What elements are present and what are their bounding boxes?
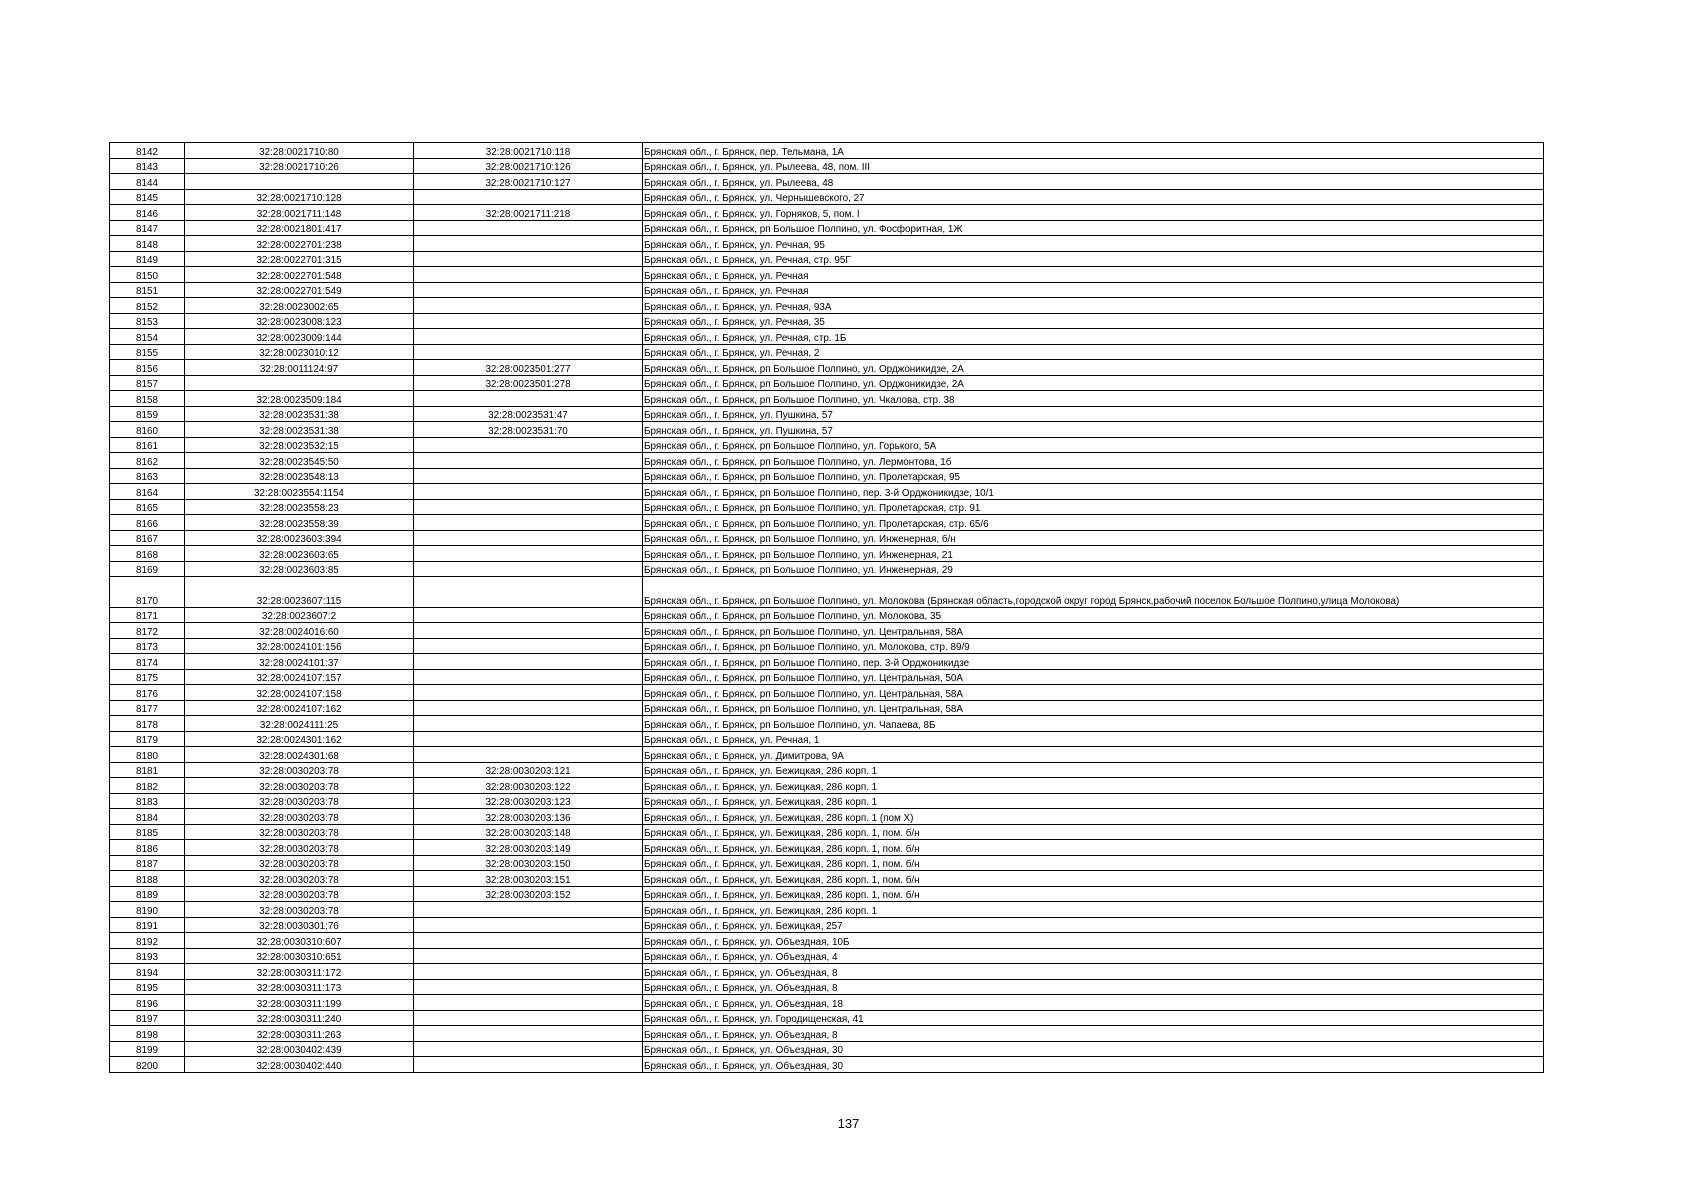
object-cadastral-number-cell xyxy=(414,948,643,964)
object-cadastral-number-cell xyxy=(414,979,643,995)
table-row xyxy=(110,886,1544,902)
table-row xyxy=(110,406,1544,422)
object-cadastral-number-cell: 32:28:0021710:118 xyxy=(414,143,643,159)
table-row xyxy=(110,546,1544,562)
row-number-cell: 8188 xyxy=(110,871,185,887)
cadastral-number-cell: 32:28:0024107:158 xyxy=(185,685,414,701)
table-row xyxy=(110,1026,1544,1042)
object-cadastral-number-cell xyxy=(414,933,643,949)
cadastral-number-cell: 32:28:0030203:78 xyxy=(185,778,414,794)
table-row xyxy=(110,158,1544,174)
address-cell: Брянская обл., г. Брянск, рп Большое Полпино, ул. Чапаева, 8Б xyxy=(643,716,1544,732)
cadastral-number-cell: 32:28:0030310:651 xyxy=(185,948,414,964)
cadastral-number-cell: 32:28:0024107:162 xyxy=(185,700,414,716)
cadastral-number-cell: 32:28:0021710:80 xyxy=(185,143,414,159)
address-cell: Брянская обл., г. Брянск, ул. Бежицкая, 286 корп. 1, пом. б/н xyxy=(643,824,1544,840)
address-cell: Брянская обл., г. Брянск, рп Большое Полпино, ул. Инженерная, 29 xyxy=(643,561,1544,577)
table-row xyxy=(110,1041,1544,1057)
object-cadastral-number-cell xyxy=(414,561,643,577)
row-number-cell: 8148 xyxy=(110,236,185,252)
row-number-cell: 8161 xyxy=(110,437,185,453)
row-number-cell: 8194 xyxy=(110,964,185,980)
address-cell: Брянская обл., г. Брянск, рп Большое Полпино, ул. Молокова, стр. 89/9 xyxy=(643,638,1544,654)
cadastral-number-cell: 32:28:0024301:68 xyxy=(185,747,414,763)
cadastral-number-cell: 32:28:0023531:38 xyxy=(185,406,414,422)
table-row xyxy=(110,871,1544,887)
cadastral-number-cell: 32:28:0023558:23 xyxy=(185,499,414,515)
address-cell: Брянская обл., г. Брянск, рп Большое Полпино, ул. Молокова, 35 xyxy=(643,607,1544,623)
cadastral-number-cell: 32:28:0023010:12 xyxy=(185,344,414,360)
row-number-cell: 8146 xyxy=(110,205,185,221)
address-cell: Брянская обл., г. Брянск, ул. Объездная, 18 xyxy=(643,995,1544,1011)
cadastral-number-cell: 32:28:0022701:548 xyxy=(185,267,414,283)
table-row xyxy=(110,638,1544,654)
table-row xyxy=(110,654,1544,670)
table-row xyxy=(110,577,1544,608)
table-row xyxy=(110,778,1544,794)
cadastral-number-cell: 32:28:0030311:173 xyxy=(185,979,414,995)
table-row xyxy=(110,948,1544,964)
table-row xyxy=(110,964,1544,980)
table-row xyxy=(110,391,1544,407)
table-row xyxy=(110,902,1544,918)
table-row xyxy=(110,236,1544,252)
address-cell: Брянская обл., г. Брянск, ул. Речная xyxy=(643,282,1544,298)
row-number-cell: 8152 xyxy=(110,298,185,314)
row-number-cell: 8160 xyxy=(110,422,185,438)
object-cadastral-number-cell: 32:28:0030203:136 xyxy=(414,809,643,825)
object-cadastral-number-cell: 32:28:0030203:150 xyxy=(414,855,643,871)
registry-table xyxy=(109,142,1544,1073)
address-cell: Брянская обл., г. Брянск, ул. Чернышевского, 27 xyxy=(643,189,1544,205)
address-cell: Брянская обл., г. Брянск, ул. Бежицкая, 286 корп. 1 xyxy=(643,778,1544,794)
table-row xyxy=(110,484,1544,500)
row-number-cell: 8143 xyxy=(110,158,185,174)
cadastral-number-cell: 32:28:0030311:199 xyxy=(185,995,414,1011)
cadastral-number-cell: 32:28:0023548:13 xyxy=(185,468,414,484)
cadastral-number-cell: 32:28:0030311:240 xyxy=(185,1010,414,1026)
address-cell: Брянская обл., г. Брянск, рп Большое Полпино, ул. Чкалова, стр. 38 xyxy=(643,391,1544,407)
table-row xyxy=(110,824,1544,840)
object-cadastral-number-cell xyxy=(414,902,643,918)
object-cadastral-number-cell xyxy=(414,453,643,469)
row-number-cell: 8164 xyxy=(110,484,185,500)
row-number-cell: 8180 xyxy=(110,747,185,763)
address-cell: Брянская обл., г. Брянск, ул. Речная, стр. 95Г xyxy=(643,251,1544,267)
table-row xyxy=(110,809,1544,825)
row-number-cell: 8159 xyxy=(110,406,185,422)
object-cadastral-number-cell xyxy=(414,685,643,701)
row-number-cell: 8172 xyxy=(110,623,185,639)
address-cell: Брянская обл., г. Брянск, рп Большое Полпино, ул. Молокова (Брянская область,городской округ город Брянск,рабочий поселок Большое Полпино,улица Молокова) xyxy=(643,577,1544,608)
address-cell: Брянская обл., г. Брянск, рп Большое Полпино, пер. 3-й Орджоникидзе, 10/1 xyxy=(643,484,1544,500)
address-cell: Брянская обл., г. Брянск, ул. Речная, 2 xyxy=(643,344,1544,360)
address-cell: Брянская обл., г. Брянск, ул. Объездная, 8 xyxy=(643,964,1544,980)
cadastral-number-cell: 32:28:0023509:184 xyxy=(185,391,414,407)
address-cell: Брянская обл., г. Брянск, ул. Пушкина, 57 xyxy=(643,422,1544,438)
object-cadastral-number-cell xyxy=(414,1041,643,1057)
table-row xyxy=(110,793,1544,809)
object-cadastral-number-cell xyxy=(414,344,643,360)
row-number-cell: 8198 xyxy=(110,1026,185,1042)
table-row xyxy=(110,933,1544,949)
address-cell: Брянская обл., г. Брянск, рп Большое Полпино, ул. Инженерная, 21 xyxy=(643,546,1544,562)
table-row xyxy=(110,344,1544,360)
object-cadastral-number-cell xyxy=(414,515,643,531)
row-number-cell: 8187 xyxy=(110,855,185,871)
cadastral-number-cell: 32:28:0011124:97 xyxy=(185,360,414,376)
row-number-cell: 8173 xyxy=(110,638,185,654)
row-number-cell: 8169 xyxy=(110,561,185,577)
object-cadastral-number-cell xyxy=(414,298,643,314)
address-cell: Брянская обл., г. Брянск, ул. Городищенская, 41 xyxy=(643,1010,1544,1026)
row-number-cell: 8182 xyxy=(110,778,185,794)
object-cadastral-number-cell xyxy=(414,995,643,1011)
row-number-cell: 8186 xyxy=(110,840,185,856)
table-row xyxy=(110,267,1544,283)
cadastral-number-cell xyxy=(185,174,414,190)
table-row xyxy=(110,669,1544,685)
object-cadastral-number-cell xyxy=(414,391,643,407)
table-row xyxy=(110,220,1544,236)
table-row xyxy=(110,561,1544,577)
cadastral-number-cell: 32:28:0030311:172 xyxy=(185,964,414,980)
cadastral-number-cell: 32:28:0030203:78 xyxy=(185,871,414,887)
address-cell: Брянская обл., г. Брянск, рп Большое Полпино, ул. Центральная, 58А xyxy=(643,623,1544,639)
cadastral-number-cell: 32:28:0030203:78 xyxy=(185,809,414,825)
object-cadastral-number-cell xyxy=(414,700,643,716)
object-cadastral-number-cell: 32:28:0023501:278 xyxy=(414,375,643,391)
object-cadastral-number-cell xyxy=(414,267,643,283)
address-cell: Брянская обл., г. Брянск, ул. Бежицкая, 286 корп. 1, пом. б/н xyxy=(643,840,1544,856)
cadastral-number-cell: 32:28:0023531:38 xyxy=(185,422,414,438)
object-cadastral-number-cell xyxy=(414,251,643,267)
row-number-cell: 8157 xyxy=(110,375,185,391)
cadastral-number-cell: 32:28:0024111:25 xyxy=(185,716,414,732)
address-cell: Брянская обл., г. Брянск, ул. Рылеева, 48 xyxy=(643,174,1544,190)
row-number-cell: 8171 xyxy=(110,607,185,623)
cadastral-number-cell: 32:28:0022701:549 xyxy=(185,282,414,298)
address-cell: Брянская обл., г. Брянск, рп Большое Полпино, ул. Фосфоритная, 1Ж xyxy=(643,220,1544,236)
address-cell: Брянская обл., г. Брянск, пер. Тельмана, 1А xyxy=(643,143,1544,159)
table-row xyxy=(110,174,1544,190)
table-row xyxy=(110,499,1544,515)
cadastral-number-cell: 32:28:0023603:65 xyxy=(185,546,414,562)
table-row xyxy=(110,143,1544,159)
cadastral-number-cell xyxy=(185,375,414,391)
table-row xyxy=(110,855,1544,871)
object-cadastral-number-cell: 32:28:0023501:277 xyxy=(414,360,643,376)
address-cell: Брянская обл., г. Брянск, рп Большое Полпино, ул. Пролетарская, стр. 65/6 xyxy=(643,515,1544,531)
cadastral-number-cell: 32:28:0023607:115 xyxy=(185,577,414,608)
object-cadastral-number-cell xyxy=(414,577,643,608)
address-cell: Брянская обл., г. Брянск, рп Большое Полпино, ул. Лермонтова, 1б xyxy=(643,453,1544,469)
address-cell: Брянская обл., г. Брянск, ул. Объездная, 10Б xyxy=(643,933,1544,949)
row-number-cell: 8176 xyxy=(110,685,185,701)
cadastral-number-cell: 32:28:0023558:39 xyxy=(185,515,414,531)
cadastral-number-cell: 32:28:0030203:78 xyxy=(185,886,414,902)
object-cadastral-number-cell: 32:28:0030203:123 xyxy=(414,793,643,809)
object-cadastral-number-cell xyxy=(414,917,643,933)
table-row xyxy=(110,995,1544,1011)
table-row xyxy=(110,623,1544,639)
row-number-cell: 8163 xyxy=(110,468,185,484)
row-number-cell: 8190 xyxy=(110,902,185,918)
row-number-cell: 8167 xyxy=(110,530,185,546)
row-number-cell: 8197 xyxy=(110,1010,185,1026)
address-cell: Брянская обл., г. Брянск, рп Большое Полпино, ул. Центральная, 58А xyxy=(643,685,1544,701)
object-cadastral-number-cell: 32:28:0030203:148 xyxy=(414,824,643,840)
address-cell: Брянская обл., г. Брянск, рп Большое Полпино, ул. Пролетарская, стр. 91 xyxy=(643,499,1544,515)
address-cell: Брянская обл., г. Брянск, ул. Объездная, 30 xyxy=(643,1057,1544,1073)
cadastral-number-cell: 32:28:0023545:50 xyxy=(185,453,414,469)
row-number-cell: 8144 xyxy=(110,174,185,190)
object-cadastral-number-cell xyxy=(414,747,643,763)
row-number-cell: 8185 xyxy=(110,824,185,840)
row-number-cell: 8155 xyxy=(110,344,185,360)
address-cell: Брянская обл., г. Брянск, рп Большое Полпино, ул. Орджоникидзе, 2А xyxy=(643,360,1544,376)
table-row xyxy=(110,360,1544,376)
table-row xyxy=(110,329,1544,345)
object-cadastral-number-cell: 32:28:0030203:151 xyxy=(414,871,643,887)
row-number-cell: 8165 xyxy=(110,499,185,515)
address-cell: Брянская обл., г. Брянск, ул. Речная xyxy=(643,267,1544,283)
object-cadastral-number-cell xyxy=(414,1026,643,1042)
cadastral-number-cell: 32:28:0021801:417 xyxy=(185,220,414,236)
address-cell: Брянская обл., г. Брянск, ул. Рылеева, 48, пом. III xyxy=(643,158,1544,174)
table-row xyxy=(110,700,1544,716)
row-number-cell: 8150 xyxy=(110,267,185,283)
address-cell: Брянская обл., г. Брянск, рп Большое Полпино, ул. Горького, 5А xyxy=(643,437,1544,453)
table-row xyxy=(110,205,1544,221)
cadastral-number-cell: 32:28:0023009:144 xyxy=(185,329,414,345)
row-number-cell: 8196 xyxy=(110,995,185,1011)
cadastral-number-cell: 32:28:0023532:15 xyxy=(185,437,414,453)
address-cell: Брянская обл., г. Брянск, ул. Речная, 1 xyxy=(643,731,1544,747)
object-cadastral-number-cell xyxy=(414,484,643,500)
row-number-cell: 8200 xyxy=(110,1057,185,1073)
object-cadastral-number-cell: 32:28:0021710:127 xyxy=(414,174,643,190)
row-number-cell: 8177 xyxy=(110,700,185,716)
table-row xyxy=(110,437,1544,453)
object-cadastral-number-cell xyxy=(414,607,643,623)
row-number-cell: 8168 xyxy=(110,546,185,562)
row-number-cell: 8151 xyxy=(110,282,185,298)
object-cadastral-number-cell xyxy=(414,623,643,639)
object-cadastral-number-cell xyxy=(414,669,643,685)
address-cell: Брянская обл., г. Брянск, рп Большое Полпино, ул. Центральная, 58А xyxy=(643,700,1544,716)
row-number-cell: 8156 xyxy=(110,360,185,376)
cadastral-number-cell: 32:28:0022701:315 xyxy=(185,251,414,267)
table-row xyxy=(110,422,1544,438)
row-number-cell: 8181 xyxy=(110,762,185,778)
table-row xyxy=(110,607,1544,623)
row-number-cell: 8175 xyxy=(110,669,185,685)
table-row xyxy=(110,731,1544,747)
cadastral-number-cell: 32:28:0030203:78 xyxy=(185,762,414,778)
address-cell: Брянская обл., г. Брянск, ул. Пушкина, 57 xyxy=(643,406,1544,422)
row-number-cell: 8178 xyxy=(110,716,185,732)
address-cell: Брянская обл., г. Брянск, ул. Бежицкая, 257 xyxy=(643,917,1544,933)
row-number-cell: 8154 xyxy=(110,329,185,345)
row-number-cell: 8192 xyxy=(110,933,185,949)
address-cell: Брянская обл., г. Брянск, ул. Димитрова, 9А xyxy=(643,747,1544,763)
table-row xyxy=(110,917,1544,933)
object-cadastral-number-cell xyxy=(414,638,643,654)
object-cadastral-number-cell: 32:28:0021711:218 xyxy=(414,205,643,221)
address-cell: Брянская обл., г. Брянск, рп Большое Полпино, ул. Пролетарская, 95 xyxy=(643,468,1544,484)
address-cell: Брянская обл., г. Брянск, ул. Бежицкая, 286 корп. 1 xyxy=(643,762,1544,778)
object-cadastral-number-cell xyxy=(414,716,643,732)
row-number-cell: 8189 xyxy=(110,886,185,902)
table-row xyxy=(110,298,1544,314)
address-cell: Брянская обл., г. Брянск, рп Большое Полпино, ул. Центральная, 50А xyxy=(643,669,1544,685)
cadastral-number-cell: 32:28:0030311:263 xyxy=(185,1026,414,1042)
table-row xyxy=(110,515,1544,531)
object-cadastral-number-cell xyxy=(414,220,643,236)
address-cell: Брянская обл., г. Брянск, ул. Речная, 93А xyxy=(643,298,1544,314)
address-cell: Брянская обл., г. Брянск, рп Большое Полпино, ул. Инженерная, б/н xyxy=(643,530,1544,546)
cadastral-number-cell: 32:28:0030402:439 xyxy=(185,1041,414,1057)
object-cadastral-number-cell xyxy=(414,1010,643,1026)
address-cell: Брянская обл., г. Брянск, ул. Речная, стр. 1Б xyxy=(643,329,1544,345)
row-number-cell: 8147 xyxy=(110,220,185,236)
row-number-cell: 8149 xyxy=(110,251,185,267)
object-cadastral-number-cell xyxy=(414,654,643,670)
table-row xyxy=(110,1057,1544,1073)
table-row xyxy=(110,979,1544,995)
row-number-cell: 8183 xyxy=(110,793,185,809)
object-cadastral-number-cell xyxy=(414,1057,643,1073)
cadastral-number-cell: 32:28:0024101:37 xyxy=(185,654,414,670)
object-cadastral-number-cell xyxy=(414,236,643,252)
cadastral-number-cell: 32:28:0023607:2 xyxy=(185,607,414,623)
table-row xyxy=(110,716,1544,732)
cadastral-number-cell: 32:28:0030301:76 xyxy=(185,917,414,933)
object-cadastral-number-cell: 32:28:0023531:70 xyxy=(414,422,643,438)
row-number-cell: 8162 xyxy=(110,453,185,469)
address-cell: Брянская обл., г. Брянск, ул. Бежицкая, 286 корп. 1, пом. б/н xyxy=(643,871,1544,887)
object-cadastral-number-cell xyxy=(414,499,643,515)
object-cadastral-number-cell xyxy=(414,468,643,484)
address-cell: Брянская обл., г. Брянск, ул. Бежицкая, 286 корп. 1 xyxy=(643,793,1544,809)
table-row xyxy=(110,685,1544,701)
table-row xyxy=(110,762,1544,778)
object-cadastral-number-cell: 32:28:0030203:149 xyxy=(414,840,643,856)
row-number-cell: 8193 xyxy=(110,948,185,964)
object-cadastral-number-cell xyxy=(414,189,643,205)
cadastral-number-cell: 32:28:0021711:148 xyxy=(185,205,414,221)
cadastral-number-cell: 32:28:0030203:78 xyxy=(185,824,414,840)
table-row xyxy=(110,453,1544,469)
object-cadastral-number-cell xyxy=(414,329,643,345)
row-number-cell: 8153 xyxy=(110,313,185,329)
cadastral-number-cell: 32:28:0023002:65 xyxy=(185,298,414,314)
row-number-cell: 8179 xyxy=(110,731,185,747)
object-cadastral-number-cell xyxy=(414,964,643,980)
cadastral-number-cell: 32:28:0023603:394 xyxy=(185,530,414,546)
cadastral-number-cell: 32:28:0030203:78 xyxy=(185,840,414,856)
address-cell: Брянская обл., г. Брянск, ул. Бежицкая, 286 корп. 1 (пом X) xyxy=(643,809,1544,825)
table-row xyxy=(110,313,1544,329)
table-row xyxy=(110,530,1544,546)
row-number-cell: 8142 xyxy=(110,143,185,159)
row-number-cell: 8195 xyxy=(110,979,185,995)
cadastral-number-cell: 32:28:0024107:157 xyxy=(185,669,414,685)
address-cell: Брянская обл., г. Брянск, рп Большое Полпино, ул. Орджоникидзе, 2А xyxy=(643,375,1544,391)
address-cell: Брянская обл., г. Брянск, ул. Горняков, 5, пом. I xyxy=(643,205,1544,221)
address-cell: Брянская обл., г. Брянск, ул. Речная, 35 xyxy=(643,313,1544,329)
address-cell: Брянская обл., г. Брянск, ул. Объездная, 8 xyxy=(643,979,1544,995)
object-cadastral-number-cell xyxy=(414,530,643,546)
table-row xyxy=(110,840,1544,856)
cadastral-number-cell: 32:28:0030310:607 xyxy=(185,933,414,949)
table-row xyxy=(110,375,1544,391)
address-cell: Брянская обл., г. Брянск, ул. Объездная, 8 xyxy=(643,1026,1544,1042)
row-number-cell: 8199 xyxy=(110,1041,185,1057)
object-cadastral-number-cell xyxy=(414,546,643,562)
cadastral-number-cell: 32:28:0023008:123 xyxy=(185,313,414,329)
address-cell: Брянская обл., г. Брянск, ул. Бежицкая, 286 корп. 1, пом. б/н xyxy=(643,886,1544,902)
object-cadastral-number-cell: 32:28:0021710:126 xyxy=(414,158,643,174)
table-row xyxy=(110,468,1544,484)
cadastral-number-cell: 32:28:0021710:128 xyxy=(185,189,414,205)
row-number-cell: 8174 xyxy=(110,654,185,670)
object-cadastral-number-cell: 32:28:0030203:121 xyxy=(414,762,643,778)
address-cell: Брянская обл., г. Брянск, ул. Объездная, 30 xyxy=(643,1041,1544,1057)
registry-table-body xyxy=(110,143,1544,1073)
row-number-cell: 8158 xyxy=(110,391,185,407)
row-number-cell: 8145 xyxy=(110,189,185,205)
cadastral-number-cell: 32:28:0023554:1154 xyxy=(185,484,414,500)
row-number-cell: 8166 xyxy=(110,515,185,531)
row-number-cell: 8184 xyxy=(110,809,185,825)
page-number: 137 xyxy=(837,1116,860,1131)
table-row xyxy=(110,282,1544,298)
cadastral-number-cell: 32:28:0030203:78 xyxy=(185,793,414,809)
address-cell: Брянская обл., г. Брянск, рп Большое Полпино, пер. 3-й Орджоникидзе xyxy=(643,654,1544,670)
object-cadastral-number-cell xyxy=(414,437,643,453)
cadastral-number-cell: 32:28:0023603:85 xyxy=(185,561,414,577)
address-cell: Брянская обл., г. Брянск, ул. Речная, 95 xyxy=(643,236,1544,252)
object-cadastral-number-cell: 32:28:0030203:152 xyxy=(414,886,643,902)
cadastral-number-cell: 32:28:0024101:156 xyxy=(185,638,414,654)
address-cell: Брянская обл., г. Брянск, ул. Объездная, 4 xyxy=(643,948,1544,964)
cadastral-number-cell: 32:28:0022701:238 xyxy=(185,236,414,252)
object-cadastral-number-cell xyxy=(414,282,643,298)
address-cell: Брянская обл., г. Брянск, ул. Бежицкая, 286 корп. 1, пом. б/н xyxy=(643,855,1544,871)
cadastral-number-cell: 32:28:0024016:60 xyxy=(185,623,414,639)
address-cell: Брянская обл., г. Брянск, ул. Бежицкая, 286 корп. 1 xyxy=(643,902,1544,918)
row-number-cell: 8170 xyxy=(110,577,185,608)
table-row xyxy=(110,747,1544,763)
cadastral-number-cell: 32:28:0030402:440 xyxy=(185,1057,414,1073)
table-row xyxy=(110,251,1544,267)
table-row xyxy=(110,189,1544,205)
object-cadastral-number-cell: 32:28:0023531:47 xyxy=(414,406,643,422)
object-cadastral-number-cell xyxy=(414,313,643,329)
object-cadastral-number-cell xyxy=(414,731,643,747)
cadastral-number-cell: 32:28:0021710:26 xyxy=(185,158,414,174)
cadastral-number-cell: 32:28:0030203:78 xyxy=(185,902,414,918)
cadastral-number-cell: 32:28:0024301:162 xyxy=(185,731,414,747)
object-cadastral-number-cell: 32:28:0030203:122 xyxy=(414,778,643,794)
row-number-cell: 8191 xyxy=(110,917,185,933)
table-row xyxy=(110,1010,1544,1026)
cadastral-number-cell: 32:28:0030203:78 xyxy=(185,855,414,871)
